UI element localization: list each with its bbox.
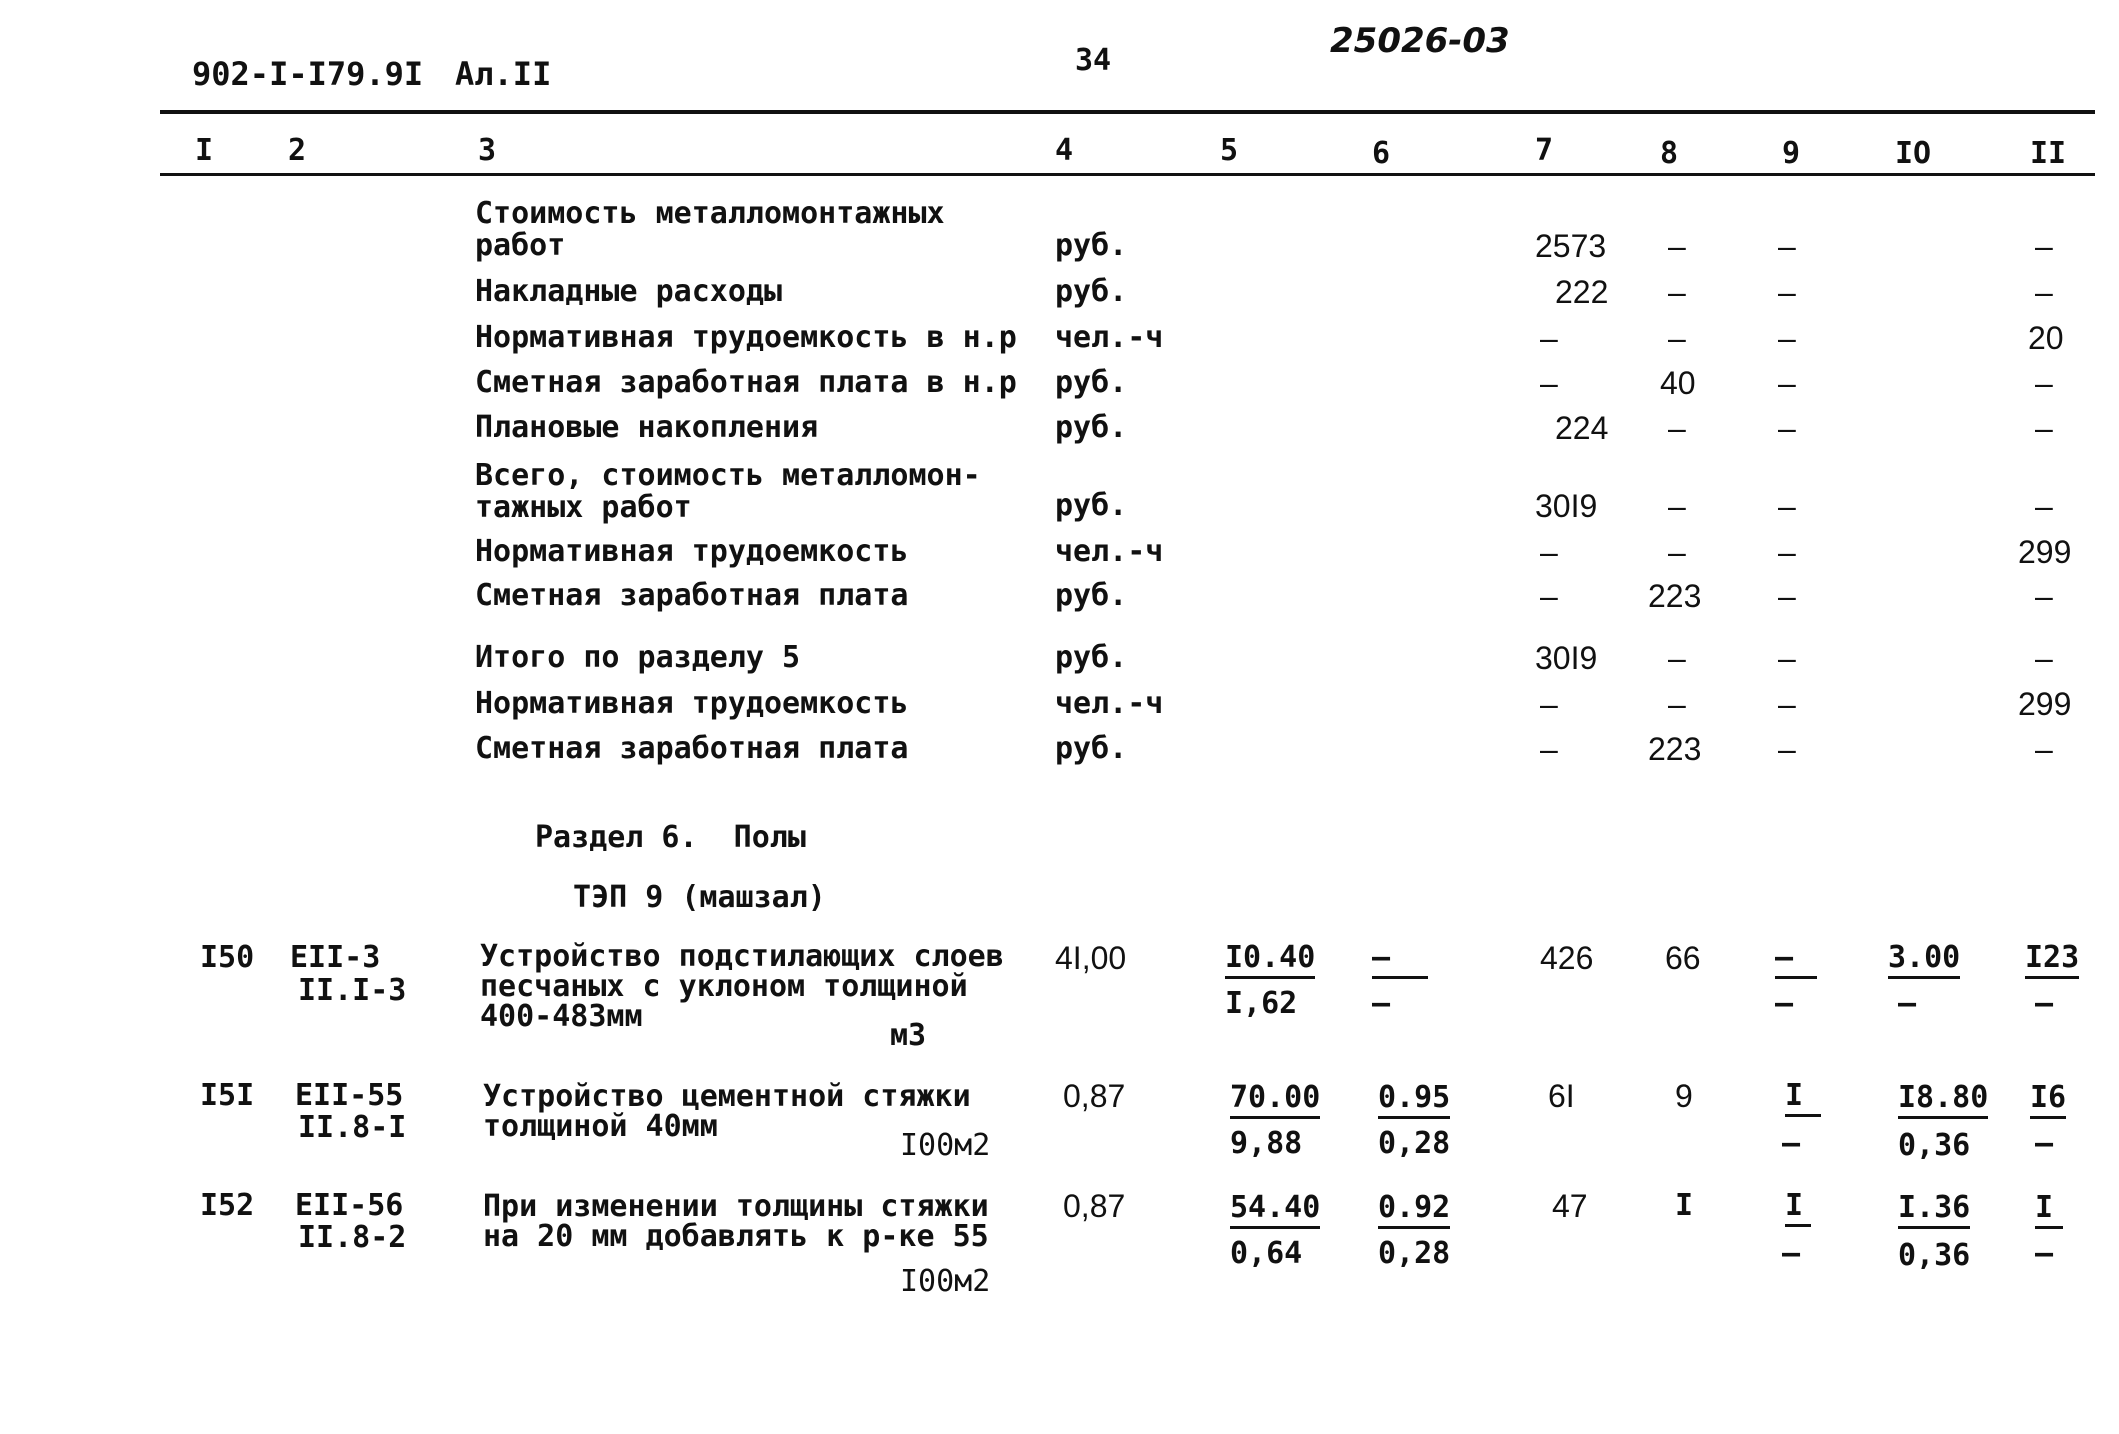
summary-col9: – xyxy=(1778,534,1796,570)
col6-bottom: 0,28 xyxy=(1378,1236,1451,1271)
col11-top xyxy=(2035,1192,2063,1224)
col11-top xyxy=(2030,1082,2066,1114)
summary-col11: – xyxy=(2035,488,2053,524)
summary-col8: – xyxy=(1668,320,1686,356)
summary-col8: – xyxy=(1668,686,1686,722)
col5-bottom: 0,64 xyxy=(1230,1236,1303,1271)
summary-label: Итого по разделу 5 xyxy=(475,640,801,675)
summary-label: Стоимость металломонтажных работ xyxy=(475,196,945,263)
summary-col8: – xyxy=(1668,534,1686,570)
summary-unit: руб. xyxy=(1055,578,1128,613)
col8: 9 xyxy=(1675,1078,1693,1114)
work-description: Устройство цементной стяжки толщиной 40мм xyxy=(483,1079,971,1144)
col6-top xyxy=(1378,1192,1450,1224)
summary-col9: – xyxy=(1778,410,1796,446)
summary-col8: 223 xyxy=(1648,578,1702,614)
summary-label: Нормативная трудоемкость в н.р xyxy=(475,320,1017,355)
col-header-3: 3 xyxy=(478,133,497,168)
summary-col7: – xyxy=(1540,686,1558,722)
work-description: При изменении толщины стяжки на 20 мм добавлять к р-ке 55 xyxy=(483,1189,989,1254)
row-number: I52 xyxy=(200,1188,255,1223)
summary-col7: 2573 xyxy=(1535,228,1607,264)
work-unit: I00м2 xyxy=(900,1128,991,1163)
summary-label: Плановые накопления xyxy=(475,410,819,445)
col11-bottom: – xyxy=(2035,1126,2054,1161)
summary-label: Накладные расходы xyxy=(475,274,783,309)
summary-unit: чел.-ч xyxy=(1055,534,1164,569)
summary-col7: – xyxy=(1540,578,1558,614)
work-description: Устройство подстилающих слоев песчаных с уклоном толщиной 400-483мм xyxy=(480,939,1004,1034)
sheet-label: Ал.II xyxy=(455,55,552,93)
summary-col8: 40 xyxy=(1660,365,1696,401)
summary-col7: 224 xyxy=(1555,410,1609,446)
col-header-10: IO xyxy=(1895,136,1932,171)
summary-col9: – xyxy=(1778,320,1796,356)
summary-label: Всего, стоимость металломон- тажных работ xyxy=(475,458,981,525)
summary-col8: – xyxy=(1668,410,1686,446)
col6-top xyxy=(1378,1082,1450,1114)
col11-top xyxy=(2025,942,2079,974)
col-header-11: II xyxy=(2030,136,2067,171)
col-header-6: 6 xyxy=(1372,136,1391,171)
col11-top-value: I23 xyxy=(2025,940,2079,979)
summary-col9: – xyxy=(1778,488,1796,524)
handwritten-code: 25026-03 xyxy=(1330,21,1510,61)
col5-bottom: I,62 xyxy=(1225,986,1298,1021)
summary-col9: – xyxy=(1778,274,1796,310)
quantity: 0,87 xyxy=(1063,1078,1126,1114)
col9-top-value: I xyxy=(1785,1188,1811,1227)
col7: 6I xyxy=(1548,1078,1575,1114)
col9-top xyxy=(1785,1190,1811,1222)
summary-col8: – xyxy=(1668,228,1686,264)
col9-top xyxy=(1785,1080,1821,1112)
header-rule xyxy=(160,173,2095,176)
col5-top xyxy=(1230,1082,1320,1114)
summary-unit: чел.-ч xyxy=(1055,320,1164,355)
section-title: Раздел 6. Полы xyxy=(535,820,806,855)
summary-col11: – xyxy=(2035,640,2053,676)
col5-top xyxy=(1225,942,1315,974)
col6-bottom: – xyxy=(1372,986,1391,1021)
col9-bottom: – xyxy=(1782,1126,1801,1161)
summary-col9: – xyxy=(1778,228,1796,264)
summary-col9: – xyxy=(1778,686,1796,722)
summary-label: Сметная заработная плата xyxy=(475,578,909,613)
quantity: 0,87 xyxy=(1063,1188,1126,1224)
summary-col11: – xyxy=(2035,365,2053,401)
summary-col8: – xyxy=(1668,488,1686,524)
col5-top-value: 54.40 xyxy=(1230,1190,1320,1229)
col9-top xyxy=(1775,942,1817,974)
summary-col8: – xyxy=(1668,274,1686,310)
col6-bottom: 0,28 xyxy=(1378,1126,1451,1161)
rate-subcode: II.I-3 xyxy=(298,973,407,1008)
summary-unit: руб. xyxy=(1055,640,1128,675)
col-header-5: 5 xyxy=(1220,133,1239,168)
summary-col11: 299 xyxy=(2018,686,2072,722)
summary-col11: – xyxy=(2035,410,2053,446)
summary-col11: 20 xyxy=(2028,320,2064,356)
quantity: 4I,00 xyxy=(1055,940,1127,976)
section-subtitle: ТЭП 9 (машзал) xyxy=(573,880,826,915)
summary-col11: – xyxy=(2035,274,2053,310)
summary-col11: 299 xyxy=(2018,534,2072,570)
col8: I xyxy=(1675,1188,1694,1223)
col11-bottom: – xyxy=(2035,1236,2054,1271)
col11-top-value: I xyxy=(2035,1190,2063,1229)
col10-bottom: 0,36 xyxy=(1898,1238,1971,1273)
col10-bottom: – xyxy=(1898,986,1917,1021)
col9-bottom: – xyxy=(1775,986,1794,1021)
col-header-8: 8 xyxy=(1660,136,1679,171)
summary-col7: 222 xyxy=(1555,274,1609,310)
col10-bottom: 0,36 xyxy=(1898,1128,1971,1163)
col5-top xyxy=(1230,1192,1320,1224)
summary-col7: 30I9 xyxy=(1535,488,1598,524)
summary-col11: – xyxy=(2035,731,2053,767)
col10-top-value: I8.80 xyxy=(1898,1080,1988,1119)
summary-col7: – xyxy=(1540,534,1558,570)
summary-unit: руб. xyxy=(1055,731,1128,766)
summary-unit: руб. xyxy=(1055,410,1128,445)
rate-subcode: II.8-I xyxy=(298,1110,407,1145)
rate-code: ЕII-55 xyxy=(295,1078,404,1113)
document-code: 902-I-I79.9I xyxy=(192,55,424,93)
col11-bottom: – xyxy=(2035,986,2054,1021)
col9-bottom: – xyxy=(1782,1236,1801,1271)
row-number: I50 xyxy=(200,940,255,975)
col-header-7: 7 xyxy=(1535,133,1554,168)
rate-code: ЕII-3 xyxy=(290,940,381,975)
summary-label: Сметная заработная плата xyxy=(475,731,909,766)
summary-col9: – xyxy=(1778,731,1796,767)
col7: 47 xyxy=(1552,1188,1588,1224)
summary-col9: – xyxy=(1778,640,1796,676)
col6-top-value: 0.92 xyxy=(1378,1190,1450,1229)
work-unit: I00м2 xyxy=(900,1264,991,1299)
summary-label: Нормативная трудоемкость xyxy=(475,686,909,721)
summary-col11: – xyxy=(2035,578,2053,614)
summary-col7: – xyxy=(1540,320,1558,356)
col6-top-value: 0.95 xyxy=(1378,1080,1450,1119)
col-header-9: 9 xyxy=(1782,136,1801,171)
summary-unit: руб. xyxy=(1055,274,1128,309)
summary-col8: 223 xyxy=(1648,731,1702,767)
summary-unit: руб. xyxy=(1055,365,1128,400)
summary-unit: руб. xyxy=(1055,228,1128,263)
col6-top-value: – xyxy=(1372,940,1428,979)
col11-top-value: I6 xyxy=(2030,1080,2066,1119)
col-header-1: I xyxy=(195,133,214,168)
col10-top-value: 3.00 xyxy=(1888,940,1960,979)
col5-top-value: 70.00 xyxy=(1230,1080,1320,1119)
col5-top-value: I0.40 xyxy=(1225,940,1315,979)
summary-col7: – xyxy=(1540,731,1558,767)
col10-top xyxy=(1898,1082,1988,1114)
col5-bottom: 9,88 xyxy=(1230,1126,1303,1161)
summary-unit: руб. xyxy=(1055,488,1128,523)
page-number: 34 xyxy=(1075,43,1112,78)
rate-code: ЕII-56 xyxy=(295,1188,404,1223)
col7: 426 xyxy=(1540,940,1594,976)
summary-col11: – xyxy=(2035,228,2053,264)
col10-top-value: I.36 xyxy=(1898,1190,1970,1229)
top-rule xyxy=(160,110,2095,114)
col10-top xyxy=(1898,1192,1970,1224)
summary-unit: чел.-ч xyxy=(1055,686,1164,721)
col6-top xyxy=(1372,942,1428,974)
col9-top-value: – xyxy=(1775,940,1817,979)
rate-subcode: II.8-2 xyxy=(298,1220,407,1255)
summary-col7: 30I9 xyxy=(1535,640,1598,676)
summary-label: Нормативная трудоемкость xyxy=(475,534,909,569)
summary-col9: – xyxy=(1778,578,1796,614)
col9-top-value: I xyxy=(1785,1078,1821,1117)
col8: 66 xyxy=(1665,940,1701,976)
col-header-4: 4 xyxy=(1055,133,1074,168)
col-header-2: 2 xyxy=(288,133,307,168)
row-number: I5I xyxy=(200,1078,255,1113)
summary-col9: – xyxy=(1778,365,1796,401)
summary-label: Сметная заработная плата в н.р xyxy=(475,365,1017,400)
col10-top xyxy=(1888,942,1960,974)
summary-col7: – xyxy=(1540,365,1558,401)
work-unit: м3 xyxy=(890,1018,927,1053)
summary-col8: – xyxy=(1668,640,1686,676)
